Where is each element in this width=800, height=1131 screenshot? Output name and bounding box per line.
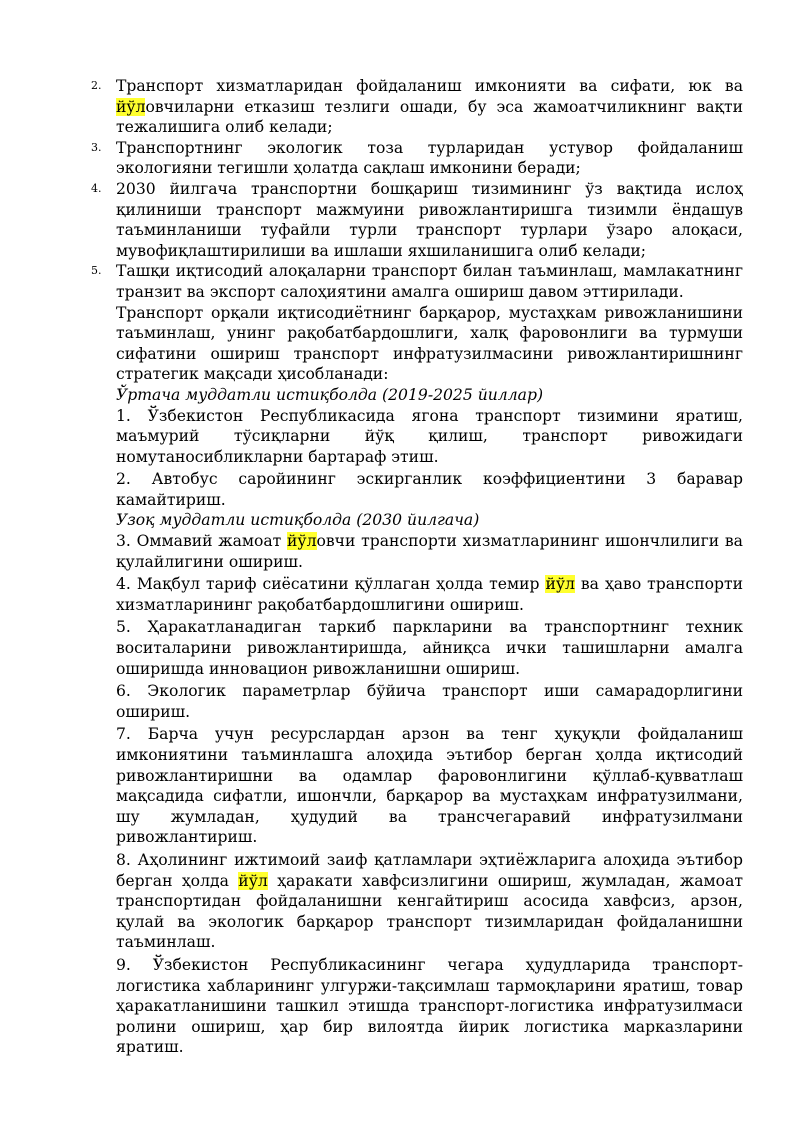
highlighted-word: йўл bbox=[287, 532, 317, 551]
list-number: 2. bbox=[91, 79, 102, 92]
list-item-3: 3. Транспортнинг экологик тоза турларидан устувор фойдаланиш экологияни тегишли ҳолатда сақлаш имконини беради; bbox=[91, 138, 743, 178]
midterm-item-2: 2. Автобус саройининг эскирганлик коэффициентини 3 баравар камайтириш. bbox=[116, 470, 743, 509]
longterm-item-8: 8. Аҳолининг ижтимоий заиф қатламлари эҳтиёжларига алоҳида эътибор берган ҳолда йўл ҳаракати хавфсизлигини ошириш, жумладан, жамоат транспортидан фойдаланишни кенгайтириш асосида хавфсиз, арзон, қулай ва экологик барқарор транспорт тизимларидан фойдаланишни таъминлаш. bbox=[116, 850, 743, 952]
longterm-item-7: 7. Барча учун ресурслардан арзон ва тенг ҳуқуқли фойдаланиш имкониятини таъминлашга алоҳида эътибор берган ҳолда иқтисодий ривожлантиришни ва одамлар фаровонлигини қўллаб-қувватлаш мақсадида сифатли, ишончли, барқарор ва мустаҳкам инфратузилмани, шу жумладан, ҳудудий ва трансчегаравий инфратузилмани ривожлантириш. bbox=[116, 725, 743, 847]
list-number: 3. bbox=[91, 140, 102, 154]
list-item-4: 4. 2030 йилгача транспортни бошқариш тизимининг ўз вақтида ислоҳ қилиниши транспорт мажмуини ривожлантиришга тизимли ёндашув таъминланиши туфайли турли транспорт турлари ўзаро алоқаси, мувофиқлаштирилиши ва ишлаши яхшиланишига олиб келади; bbox=[91, 179, 743, 260]
list-number: 4. bbox=[91, 181, 102, 195]
longterm-item-4: 4. Мақбул тариф сиёсатини қўллаган ҳолда темир йўл ва ҳаво транспорти хизматларининг рақобатбардошлигини ошириш. bbox=[116, 575, 743, 614]
list-number: 5. bbox=[91, 264, 102, 278]
list-item-2: 2. Транспорт хизматларидан фойдаланиш имконияти ва сифати, юк ва йўловчиларни етказиш тезлиги ошади, бу эса жамоатчиликнинг вақти тежалишига олиб келади; bbox=[91, 77, 743, 137]
document-page bbox=[91, 76, 743, 1058]
intro-paragraph: Транспорт орқали иқтисодиётнинг барқарор, мустаҳкам ривожланишини таъминлаш, унинг рақобатбардошлиги, халқ фаровонлиги ва турмуши сифатини ошириш транспорт инфратузилмасини ривожлантиришнинг стратегик мақсади ҳисобланади: bbox=[116, 303, 743, 384]
longterm-heading: Узоқ муддатли истиқболда (2030 йилгача) bbox=[116, 511, 480, 530]
longterm-item-5: 5. Ҳаракатланадиган таркиб паркларини ва транспортнинг техник воситаларини ривожлантиришда, айниқса ички ташишларни амалга оширишда инновацион ривожланишни ошириш. bbox=[116, 618, 743, 678]
list-item-5: 5. Ташқи иқтисодий алоқаларни транспорт билан таъминлаш, мамлакатнинг транзит ва экспорт салоҳиятини амалга ошириш давом эттирилади. bbox=[91, 262, 743, 301]
highlighted-word: йўл bbox=[545, 575, 575, 594]
longterm-item-6: 6. Экологик параметрлар бўйича транспорт иши самарадорлигини ошириш. bbox=[116, 682, 743, 721]
midterm-heading: Ўртача муддатли истиқболда (2019-2025 йиллар) bbox=[116, 385, 544, 404]
highlighted-word: йўл bbox=[116, 97, 146, 116]
highlighted-word: йўл bbox=[238, 871, 268, 890]
longterm-item-9: 9. Ўзбекистон Республикасининг чегара ҳудудларида транспорт-логистика хабларининг улгуржи-тақсимлаш тармоқларини яратиш, товар ҳаракатланишини ташкил этишда транспорт-логистика инфратузилмаси ролини ошириш, ҳар бир вилоятда йирик логистика марказларини яратиш. bbox=[116, 955, 743, 1057]
longterm-item-3: 3. Оммавий жамоат йўловчи транспорти хизматларининг ишончлилиги ва қулайлигини ошириш. bbox=[116, 532, 743, 571]
midterm-item-1: 1. Ўзбекистон Республикасида ягона транспорт тизимини яратиш, маъмурий тўсиқларни йўқ қилиш, транспорт ривожидаги номутаносибликларни бартараф этиш. bbox=[116, 406, 743, 466]
